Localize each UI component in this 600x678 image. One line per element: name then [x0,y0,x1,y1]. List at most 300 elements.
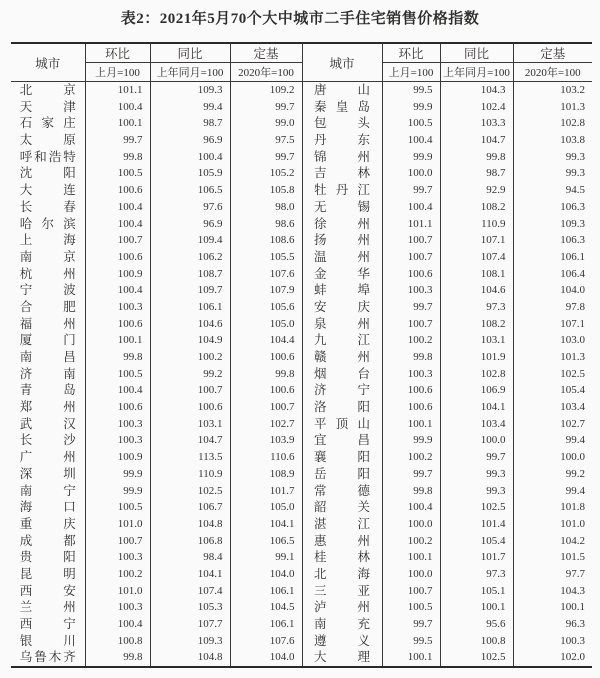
fixed-base-value: 107.6 [230,633,302,650]
col-header-city-right: 城市 [302,43,382,82]
city-name: 烟台 [314,366,370,381]
yoy-value: 104.3 [440,82,513,99]
yoy-value: 98.7 [440,165,513,182]
mom-value: 100.3 [85,416,150,433]
yoy-value: 100.1 [440,599,513,616]
table-row [11,132,592,149]
table-row [11,633,592,650]
yoy-value: 104.1 [150,566,230,583]
city-cell [11,516,85,533]
yoy-value: 107.4 [440,249,513,266]
mom-value: 100.1 [382,649,440,667]
mom-value: 100.4 [85,99,150,116]
fixed-base-value: 104.2 [513,533,592,550]
city-cell [11,316,85,333]
mom-value: 99.9 [85,466,150,483]
yoy-value: 101.7 [440,549,513,566]
fixed-base-value: 100.6 [230,382,302,399]
fixed-base-value: 97.7 [513,566,592,583]
yoy-value: 100.4 [150,149,230,166]
city-cell [302,199,382,216]
fixed-base-value: 105.5 [230,249,302,266]
city-name: 南昌 [19,350,76,365]
mom-value: 100.6 [85,182,150,199]
city-name: 济宁 [314,383,370,398]
table-row [11,599,592,616]
city-cell [302,115,382,132]
fixed-base-value: 104.3 [513,583,592,600]
city-cell [302,633,382,650]
fixed-base-value: 98.0 [230,199,302,216]
fixed-base-value: 101.3 [513,349,592,366]
city-cell [302,516,382,533]
city-name: 上海 [19,233,76,248]
city-cell [302,416,382,433]
fixed-base-value: 105.4 [513,382,592,399]
mom-value: 99.7 [382,299,440,316]
table-row [11,165,592,182]
table-row [11,199,592,216]
mom-value: 100.0 [382,165,440,182]
yoy-value: 106.2 [150,249,230,266]
fixed-base-value: 99.8 [230,366,302,383]
city-cell [302,566,382,583]
city-cell [11,583,85,600]
yoy-value: 103.1 [440,332,513,349]
yoy-value: 106.9 [440,382,513,399]
fixed-base-value: 105.2 [230,165,302,182]
fixed-base-value: 105.0 [230,316,302,333]
fixed-base-value: 99.3 [513,165,592,182]
yoy-value: 107.7 [150,616,230,633]
header-row [11,43,592,63]
city-cell [11,432,85,449]
mom-value: 100.6 [382,266,440,283]
fixed-base-value: 97.8 [513,299,592,316]
city-cell [302,216,382,233]
fixed-base-value: 103.9 [230,432,302,449]
city-cell [302,599,382,616]
mom-value: 100.4 [85,282,150,299]
mom-value: 99.7 [382,466,440,483]
city-cell [11,616,85,633]
yoy-value: 108.7 [150,266,230,283]
city-cell [11,449,85,466]
col-header-mom-right: 环比 [382,43,440,63]
yoy-value: 108.1 [440,266,513,283]
mom-value: 100.4 [382,132,440,149]
fixed-base-value: 105.6 [230,299,302,316]
city-name: 泉州 [314,316,370,331]
city-name: 大理 [314,650,370,665]
table-row [11,282,592,299]
mom-value: 100.7 [382,583,440,600]
city-cell [302,249,382,266]
mom-value: 100.6 [85,399,150,416]
col-header-yoy-right: 同比 [440,43,513,63]
fixed-base-value: 105.8 [230,182,302,199]
yoy-value: 102.5 [440,649,513,667]
city-cell [11,165,85,182]
table-row [11,483,592,500]
city-name: 九江 [314,333,370,348]
yoy-value: 99.4 [150,99,230,116]
yoy-value: 105.1 [440,583,513,600]
table-row [11,399,592,416]
yoy-value: 113.5 [150,449,230,466]
city-name: 大连 [19,183,76,198]
city-name: 天津 [19,99,76,114]
city-name: 惠州 [314,533,370,548]
city-name: 襄阳 [314,450,370,465]
col-subheader-yoy-base-left: 上年同月=100 [150,63,230,82]
mom-value: 99.9 [382,99,440,116]
subheader-row [11,63,592,82]
yoy-value: 106.1 [150,299,230,316]
city-cell [11,82,85,99]
fixed-base-value: 103.2 [513,82,592,99]
city-name: 三亚 [314,583,370,598]
city-cell [11,266,85,283]
fixed-base-value: 108.9 [230,466,302,483]
city-name: 呼和浩特 [19,149,76,164]
yoy-value: 99.2 [150,366,230,383]
city-cell [11,332,85,349]
city-name: 海口 [19,500,76,515]
city-name: 丹东 [314,133,370,148]
table-row [11,299,592,316]
yoy-value: 104.9 [150,332,230,349]
mom-value: 100.1 [85,115,150,132]
city-cell [11,366,85,383]
fixed-base-value: 101.0 [513,516,592,533]
mom-value: 100.7 [85,232,150,249]
city-name: 广州 [19,450,76,465]
yoy-value: 107.4 [150,583,230,600]
city-name: 吉林 [314,166,370,181]
fixed-base-value: 104.0 [230,649,302,667]
table-row [11,533,592,550]
fixed-base-value: 100.7 [230,399,302,416]
mom-value: 99.7 [382,182,440,199]
yoy-value: 99.8 [440,149,513,166]
mom-value: 100.9 [85,266,150,283]
city-name: 温州 [314,249,370,264]
yoy-value: 101.4 [440,516,513,533]
city-name: 扬州 [314,233,370,248]
city-cell [302,382,382,399]
city-cell [11,649,85,667]
fixed-base-value: 100.1 [513,599,592,616]
fixed-base-value: 102.8 [513,115,592,132]
col-header-mom-left: 环比 [85,43,150,63]
table-body [11,82,592,668]
city-cell [11,599,85,616]
mom-value: 100.3 [85,549,150,566]
table-row [11,249,592,266]
city-cell [302,616,382,633]
fixed-base-value: 109.2 [230,82,302,99]
city-name: 贵阳 [19,550,76,565]
yoy-value: 100.7 [150,382,230,399]
mom-value: 99.8 [382,349,440,366]
table-row [11,382,592,399]
city-cell [302,349,382,366]
fixed-base-value: 106.3 [513,232,592,249]
yoy-value: 100.2 [150,349,230,366]
city-name: 无锡 [314,199,370,214]
fixed-base-value: 106.4 [513,266,592,283]
fixed-base-value: 106.1 [230,616,302,633]
table-row [11,266,592,283]
yoy-value: 104.7 [150,432,230,449]
city-cell [302,149,382,166]
city-name: 泸州 [314,600,370,615]
city-cell [302,266,382,283]
fixed-base-value: 103.0 [513,332,592,349]
city-cell [302,332,382,349]
yoy-value: 97.6 [150,199,230,216]
mom-value: 100.1 [382,416,440,433]
city-name: 乌鲁木齐 [19,650,76,665]
table-row [11,115,592,132]
yoy-value: 99.3 [440,466,513,483]
mom-value: 99.5 [382,633,440,650]
yoy-value: 106.5 [150,182,230,199]
fixed-base-value: 105.0 [230,499,302,516]
city-cell [302,466,382,483]
yoy-value: 109.3 [150,82,230,99]
city-name: 深圳 [19,466,76,481]
mom-value: 100.1 [85,332,150,349]
table-row [11,316,592,333]
fixed-base-value: 99.1 [230,549,302,566]
city-cell [11,633,85,650]
yoy-value: 97.3 [440,566,513,583]
mom-value: 100.7 [85,533,150,550]
city-cell [302,82,382,99]
yoy-value: 109.3 [150,633,230,650]
table-row [11,332,592,349]
city-name: 杭州 [19,266,76,281]
city-name: 重庆 [19,516,76,531]
city-cell [11,416,85,433]
fixed-base-value: 107.6 [230,266,302,283]
city-name: 韶关 [314,500,370,515]
fixed-base-value: 99.7 [230,99,302,116]
city-cell [302,549,382,566]
city-name: 长春 [19,199,76,214]
yoy-value: 108.2 [440,199,513,216]
city-name: 金华 [314,266,370,281]
fixed-base-value: 106.1 [513,249,592,266]
yoy-value: 98.4 [150,549,230,566]
city-name: 北京 [19,83,76,98]
yoy-value: 109.7 [150,282,230,299]
fixed-base-value: 96.3 [513,616,592,633]
city-cell [11,566,85,583]
city-name: 常德 [314,483,370,498]
mom-value: 100.3 [85,599,150,616]
city-name: 石家庄 [19,116,76,131]
city-name: 青岛 [19,383,76,398]
yoy-value: 99.7 [440,449,513,466]
mom-value: 100.4 [85,616,150,633]
city-cell [302,132,382,149]
table-row [11,216,592,233]
fixed-base-value: 99.4 [513,483,592,500]
mom-value: 100.4 [382,199,440,216]
fixed-base-value: 101.7 [230,483,302,500]
city-name: 安庆 [314,299,370,314]
table-row [11,432,592,449]
city-cell [302,232,382,249]
city-name: 太原 [19,133,76,148]
yoy-value: 104.1 [440,399,513,416]
col-header-fixed-right: 定基 [513,43,592,63]
city-cell [11,149,85,166]
fixed-base-value: 101.5 [513,549,592,566]
mom-value: 100.7 [382,232,440,249]
fixed-base-value: 102.0 [513,649,592,667]
fixed-base-value: 101.8 [513,499,592,516]
city-name: 济南 [19,366,76,381]
mom-value: 100.4 [85,382,150,399]
fixed-base-value: 99.3 [513,149,592,166]
city-cell [302,99,382,116]
yoy-value: 110.9 [440,216,513,233]
fixed-base-value: 106.1 [230,583,302,600]
city-name: 沈阳 [19,166,76,181]
fixed-base-value: 109.3 [513,216,592,233]
city-cell [302,182,382,199]
col-header-fixed-left: 定基 [230,43,302,63]
mom-value: 100.2 [382,332,440,349]
mom-value: 100.3 [85,432,150,449]
city-name: 牡丹江 [314,183,370,198]
mom-value: 100.5 [85,366,150,383]
city-name: 包头 [314,116,370,131]
yoy-value: 104.6 [440,282,513,299]
city-cell [302,533,382,550]
fixed-base-value: 103.4 [513,399,592,416]
city-name: 岳阳 [314,466,370,481]
city-name: 湛江 [314,516,370,531]
city-cell [11,282,85,299]
table-row [11,449,592,466]
fixed-base-value: 102.7 [230,416,302,433]
city-name: 郑州 [19,400,76,415]
table-row [11,232,592,249]
mom-value: 100.6 [85,249,150,266]
col-subheader-fixed-base-left: 2020年=100 [230,63,302,82]
table-row [11,583,592,600]
city-cell [302,366,382,383]
fixed-base-value: 98.6 [230,216,302,233]
table-row [11,649,592,667]
city-name: 哈尔滨 [19,216,76,231]
city-cell [11,182,85,199]
mom-value: 101.1 [85,82,150,99]
yoy-value: 98.7 [150,115,230,132]
city-name: 南京 [19,249,76,264]
yoy-value: 99.3 [440,483,513,500]
mom-value: 101.0 [85,516,150,533]
table-row [11,182,592,199]
fixed-base-value: 104.4 [230,332,302,349]
city-name: 秦皇岛 [314,99,370,114]
mom-value: 99.7 [382,616,440,633]
city-cell [11,499,85,516]
fixed-base-value: 102.7 [513,416,592,433]
yoy-value: 105.9 [150,165,230,182]
mom-value: 100.1 [382,549,440,566]
table-row [11,416,592,433]
mom-value: 99.7 [85,132,150,149]
yoy-value: 103.1 [150,416,230,433]
city-cell [302,649,382,667]
city-name: 遵义 [314,633,370,648]
city-name: 北海 [314,566,370,581]
yoy-value: 96.9 [150,132,230,149]
mom-value: 99.8 [85,149,150,166]
mom-value: 100.5 [382,599,440,616]
fixed-base-value: 104.1 [230,516,302,533]
mom-value: 99.8 [85,349,150,366]
city-cell [302,299,382,316]
city-name: 兰州 [19,600,76,615]
yoy-value: 92.9 [440,182,513,199]
city-cell [11,299,85,316]
city-cell [11,382,85,399]
city-name: 平顶山 [314,416,370,431]
city-cell [11,115,85,132]
fixed-base-value: 104.5 [230,599,302,616]
table-row [11,99,592,116]
yoy-value: 100.8 [440,633,513,650]
city-cell [11,232,85,249]
mom-value: 99.5 [382,82,440,99]
page-title: 表2：2021年5月70个大中城市二手住宅销售价格指数 [120,11,480,27]
mom-value: 100.7 [382,316,440,333]
city-name: 宜昌 [314,433,370,448]
mom-value: 100.3 [382,366,440,383]
yoy-value: 97.3 [440,299,513,316]
mom-value: 100.2 [382,449,440,466]
mom-value: 100.5 [85,499,150,516]
fixed-base-value: 99.7 [230,149,302,166]
city-cell [302,282,382,299]
yoy-value: 96.9 [150,216,230,233]
city-name: 成都 [19,533,76,548]
table-container [11,42,600,668]
yoy-value: 102.5 [150,483,230,500]
city-name: 福州 [19,316,76,331]
city-cell [302,583,382,600]
city-name: 唐山 [314,83,370,98]
yoy-value: 104.8 [150,516,230,533]
yoy-value: 95.6 [440,616,513,633]
fixed-base-value: 100.6 [230,349,302,366]
city-name: 合肥 [19,299,76,314]
fixed-base-value: 99.0 [230,115,302,132]
city-cell [11,549,85,566]
city-cell [11,466,85,483]
fixed-base-value: 106.5 [230,533,302,550]
city-name: 西安 [19,583,76,598]
col-subheader-mom-base-right: 上月=100 [382,63,440,82]
col-header-yoy-left: 同比 [150,43,230,63]
